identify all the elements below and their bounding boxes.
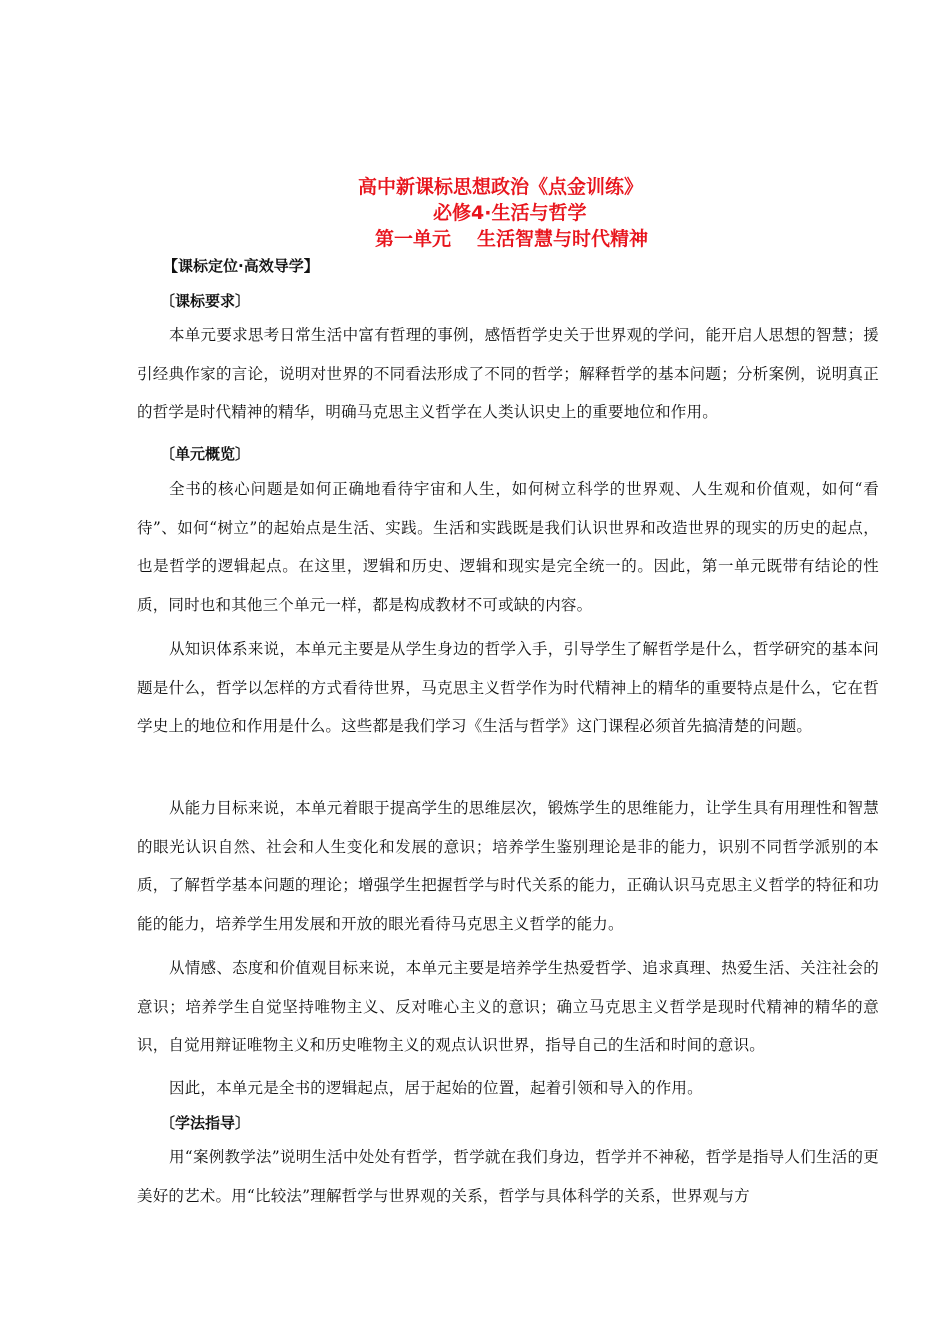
section-header: 【课标定位·高效导学】 bbox=[163, 257, 319, 275]
paragraph-curriculum-requirements: 本单元要求思考日常生活中富有哲理的事例，感悟哲学史关于世界观的学问，能开启人思想的智慧；援引经典作家的言论，说明对世界的不同看法形成了不同的哲学；解释哲学的基本问题；分析案例，说明真正的哲学是时代精神的精华，明确马克思主义哲学在人类认识史上的重要地位和作用。 bbox=[137, 326, 879, 421]
unit-number: 第一单元 bbox=[375, 228, 452, 250]
heading-unit-overview: 〔单元概览〕 bbox=[160, 445, 251, 463]
paragraph-overview-2: 从知识体系来说，本单元主要是从学生身边的哲学入手，引导学生了解哲学是什么，哲学研究的基本问题是什么，哲学以怎样的方式看待世界，马克思主义哲学作为时代精神上的精华的重要特点是什么，它在哲学史上的地位和作用是什么。这些都是我们学习《生活与哲学》这门课程必须首先搞清楚的问题。 bbox=[137, 640, 879, 735]
paragraph-overview-1: 全书的核心问题是如何正确地看待宇宙和人生，如何树立科学的世界观、人生观和价值观，如何“看待”、如何“树立”的起始点是生活、实践。生活和实践既是我们认识世界和改造世界的现实的历史的起点，也是哲学的逻辑起点。在这里，逻辑和历史、逻辑和现实是完全统一的。因此，第一单元既带有结论的性质，同时也和其他三个单元一样，都是构成教材不可或缺的内容。 bbox=[137, 480, 879, 614]
heading-curriculum-requirements: 〔课标要求〕 bbox=[160, 292, 251, 310]
title-line-1: 高中新课标思想政治《点金训练》 bbox=[358, 176, 644, 198]
paragraph-overview-3: 从能力目标来说，本单元着眼于提高学生的思维层次，锻炼学生的思维能力，让学生具有用理性和智慧的眼光认识自然、社会和人生变化和发展的意识；培养学生鉴别理论是非的能力，识别不同哲学派别的本质，了解哲学基本问题的理论；增强学生把握哲学与时代关系的能力，正确认识马克思主义哲学的特征和功能的能力，培养学生用发展和开放的眼光看待马克思主义哲学的能力。 bbox=[137, 799, 879, 933]
paragraph-overview-4: 从情感、态度和价值观目标来说，本单元主要是培养学生热爱哲学、追求真理、热爱生活、关注社会的意识；培养学生自觉坚持唯物主义、反对唯心主义的意识；确立马克思主义哲学是现时代精神的精华的意识，自觉用辩证唯物主义和历史唯物主义的观点认识世界，指导自己的生活和时间的意识。 bbox=[137, 959, 879, 1054]
heading-study-guidance: 〔学法指导〕 bbox=[160, 1114, 251, 1132]
unit-name: 生活智慧与时代精神 bbox=[477, 228, 649, 250]
paragraph-overview-5: 因此，本单元是全书的逻辑起点，居于起始的位置，起着引领和导入的作用。 bbox=[169, 1079, 703, 1097]
title-line-2: 必修4·生活与哲学 bbox=[433, 202, 587, 224]
paragraph-study-guidance: 用“案例教学法”说明生活中处处有哲学，哲学就在我们身边，哲学并不神秘，哲学是指导人们生活的更美好的艺术。用“比较法”理解哲学与世界观的关系，哲学与具体科学的关系，世界观与方 bbox=[137, 1148, 879, 1205]
title-line-3 bbox=[0, 226, 950, 252]
